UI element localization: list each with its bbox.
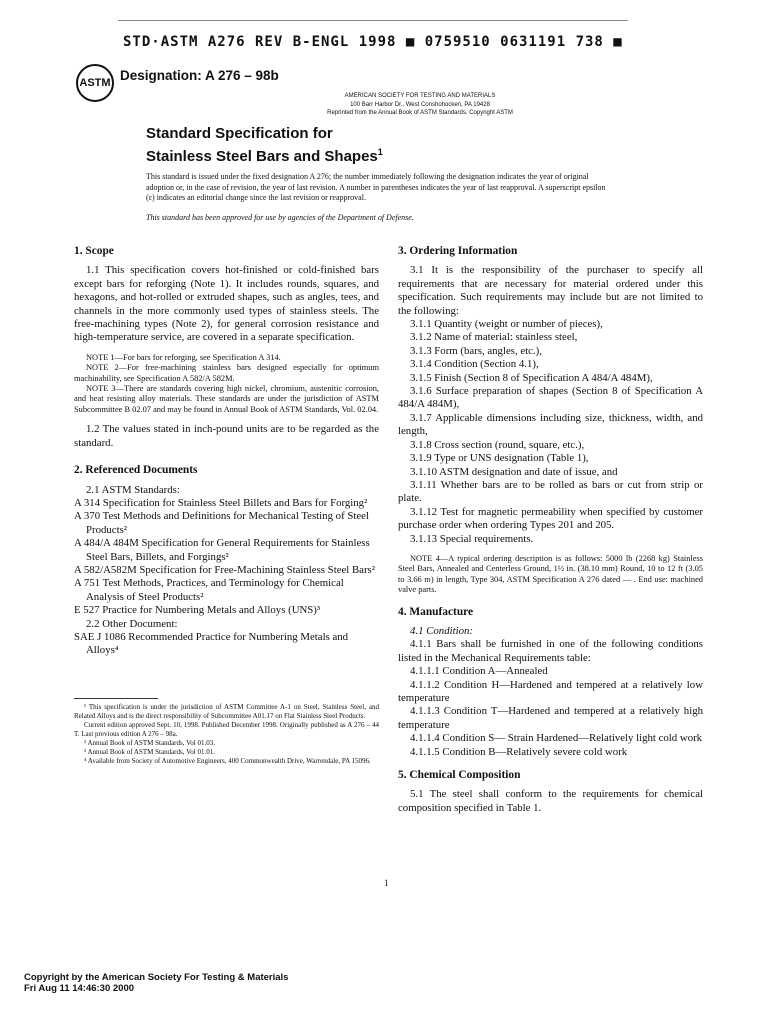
astm-logo-icon: ASTM <box>76 64 114 102</box>
ref-2-2: 2.2 Other Document: <box>86 617 178 630</box>
note-4: NOTE 4—A typical ordering description is as follows: 5000 lb (2268 kg) Stainless Steel Bars, Annealed and Centerless Ground, 1½ in. (38.10 mm) Round, 10 to 12 ft (3.05 to 3.66 m) in length, Type 304, ASTM Specification A 276 dated — . End use: machined valve parts. <box>398 553 703 595</box>
org-name: AMERICAN SOCIETY FOR TESTING AND MATERIALS <box>344 93 496 99</box>
copyright-footer <box>24 972 288 994</box>
left-column <box>74 245 379 766</box>
ordering-item: 3.1.4 Condition (Section 4.1), <box>410 358 539 371</box>
section-heading-ordering: 3. Ordering Information <box>398 245 518 257</box>
para-1-1: 1.1 This specification covers hot-finished or cold-finished bars except bars for reforging (Note 1). It includes rounds, squares, and hexagons, and hot-rolled or extruded shapes, such as angles, tees, and channels in the more commonly used types of stainless steels. The free-machining types (Note 2), for general corrosion resistance and high-temperature service, are covered in a separate specification. <box>74 264 379 344</box>
title-line-1: Standard Specification for <box>146 125 333 142</box>
ref-item: A 582/A582M Specification for Free-Machining Stainless Steel Bars² <box>74 563 375 576</box>
copyright-timestamp: Fri Aug 11 14:46:30 2000 <box>24 983 135 994</box>
para-4-1: 4.1 Condition: <box>410 624 473 637</box>
header-stamp: STD·ASTM A276 REV B-ENGL 1998 ■ 0759510 0631191 738 ■ <box>123 34 623 50</box>
dod-approval-note: This standard has been approved for use by agencies of the Department of Defense. <box>146 213 414 222</box>
para-3-1: 3.1 It is the responsibility of the purchaser to specify all requirements that are necessary for material ordered under this specification. Such requirements may include but are not limited to the following: <box>398 264 703 317</box>
document-title <box>146 124 383 166</box>
page-number: 1 <box>384 878 389 888</box>
ordering-item: 3.1.8 Cross section (round, square, etc.), <box>410 438 585 451</box>
section-heading-manufacture: 4. Manufacture <box>398 605 474 618</box>
footnote: ³ Annual Book of ASTM Standards, Vol 01.01. <box>84 747 215 756</box>
ordering-item: 3.1.3 Form (bars, angles, etc.), <box>410 344 542 357</box>
ref-item: A 314 Specification for Stainless Steel Billets and Bars for Forging² <box>74 496 368 509</box>
ref-item: A 484/A 484M Specification for General Requirements for Stainless Steel Bars, Billets, and Forgings² <box>74 537 370 563</box>
section-heading-chemical-composition: 5. Chemical Composition <box>398 769 521 782</box>
organization-block <box>270 92 570 118</box>
ordering-item: 3.1.10 ASTM designation and date of issue, and <box>410 465 618 478</box>
ordering-item: 3.1.1 Quantity (weight or number of pieces), <box>410 318 603 331</box>
section-heading-referenced-documents: 2. Referenced Documents <box>74 464 198 477</box>
ordering-item: 3.1.2 Name of material: stainless steel, <box>410 331 578 344</box>
ref-item: A 370 Test Methods and Definitions for Mechanical Testing of Steel Products² <box>74 510 369 536</box>
note-3: NOTE 3—There are standards covering high nickel, chromium, austenitic corrosion, and heat resisting alloy materials. These standards are under the jurisdiction of ASTM Subcommittee B 02.07 and may be found in Annual Book of ASTM Standards, Vol. 02.04. <box>74 384 379 414</box>
note-1: NOTE 1—For bars for reforging, see Specification A 314. <box>86 352 281 362</box>
designation: Designation: A 276 – 98b <box>120 68 279 83</box>
right-column <box>398 245 703 815</box>
ordering-item: 3.1.13 Special requirements. <box>410 532 534 545</box>
header-rule <box>118 20 628 21</box>
ref-item: E 527 Practice for Numbering Metals and Alloys (UNS)³ <box>74 604 321 617</box>
intro-paragraph: This standard is issued under the fixed designation A 276; the number immediately following the designation indicates the year of original adoption or, in the case of revision, the year of last revision. A number in parentheses indicates the year of last reapproval. A superscript epsilon (ε) indicates an editorial change since the last revision or reapproval. <box>146 172 606 202</box>
ref-sae: SAE J 1086 Recommended Practice for Numbering Metals and Alloys⁴ <box>74 630 349 657</box>
ordering-item: 3.1.11 Whether bars are to be rolled as bars or cut from strip or plate. <box>398 478 703 505</box>
footnote: ¹ This specification is under the jurisdiction of ASTM Committee A-1 on Steel, Stainless Steel, and Related Alloys and is the direct responsibility of Subcommittee A01.17 on Flat Stainless Steel Products. <box>74 702 379 720</box>
copyright-line: Copyright by the American Society For Testing & Materials <box>24 972 289 983</box>
para-4-1-1: 4.1.1 Bars shall be furnished in one of the following conditions listed in the Mechanical Requirements table: <box>398 638 703 664</box>
org-reprint: Reprinted from the Annual Book of ASTM Standards. Copyright ASTM <box>327 110 513 116</box>
footnote: Current edition approved Sept. 10, 1998. Published December 1998. Originally published as A 276 – 44 T. Last previous edition A 276 – 98a. <box>74 720 379 738</box>
note-2: NOTE 2—For free-machining stainless bars designed especially for optimum machinability, see Specification A 582/A 582M. <box>74 363 379 383</box>
condition-item: 4.1.1.4 Condition S— Strain Hardened—Relatively light cold work <box>410 732 703 745</box>
condition-item: 4.1.1.5 Condition B—Relatively severe cold work <box>410 745 628 758</box>
ordering-item: 3.1.7 Applicable dimensions including size, thickness, width, and length, <box>398 411 703 438</box>
footnote-separator <box>74 698 158 699</box>
condition-item: 4.1.1.2 Condition H—Hardened and tempered at a relatively low temperature <box>398 678 703 704</box>
ordering-item: 3.1.9 Type or UNS designation (Table 1), <box>410 452 589 465</box>
title-footnote-ref: 1 <box>377 147 383 157</box>
para-5-1: 5.1 The steel shall conform to the requirements for chemical composition specified in Table 1. <box>398 788 703 814</box>
footnote: ² Annual Book of ASTM Standards, Vol 01.03. <box>84 738 215 747</box>
section-heading-scope: 1. Scope <box>74 245 114 257</box>
para-1-2: 1.2 The values stated in inch-pound units are to be regarded as the standard. <box>74 423 379 449</box>
footnote: ⁴ Available from Society of Automotive Engineers, 400 Commonwealth Drive, Warrendale, PA 15096. <box>84 756 371 765</box>
org-address: 100 Barr Harbor Dr., West Conshohocken, PA 19428 <box>350 101 490 108</box>
title-line-2: Stainless Steel Bars and Shapes$^1$ <box>146 147 383 165</box>
condition-item: 4.1.1.1 Condition A—Annealed <box>410 665 548 678</box>
ordering-item: 3.1.5 Finish (Section 8 of Specification A 484/A 484M), <box>410 371 653 384</box>
ordering-item: 3.1.6 Surface preparation of shapes (Section 8 of Specification A 484/A 484M), <box>398 385 703 411</box>
ref-2-1: 2.1 ASTM Standards: <box>86 483 180 496</box>
condition-item: 4.1.1.3 Condition T—Hardened and tempered at a relatively high temperature <box>398 705 703 731</box>
ordering-item: 3.1.12 Test for magnetic permeability when specified by customer purchase order when ordering Types 201 and 205. <box>398 505 703 532</box>
ref-item: A 751 Test Methods, Practices, and Terminology for Chemical Analysis of Steel Products² <box>74 577 344 603</box>
